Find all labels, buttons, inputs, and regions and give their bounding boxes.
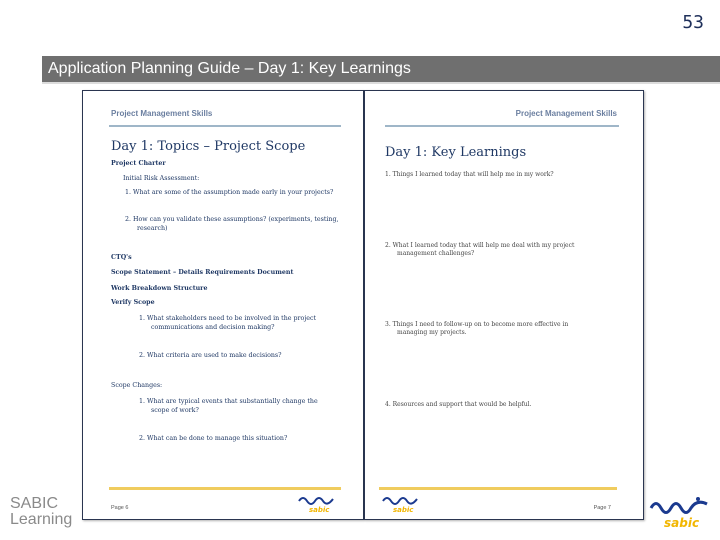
question-text-cont: managing my projects.: [397, 329, 467, 336]
page-title: Day 1: Key Learnings: [385, 145, 527, 160]
sabic-logo-icon: [379, 491, 421, 515]
question-text-cont: management challenges?: [397, 250, 475, 257]
page-number: Page 7: [593, 505, 611, 511]
initial-risk-heading: Initial Risk Assessment:: [123, 175, 200, 182]
page-header: Project Management Skills: [111, 109, 213, 118]
question-text: 4. Resources and support that would be helpful.: [385, 401, 532, 408]
sabic-logo-icon: [295, 491, 337, 515]
svg-text:sabic: sabic: [393, 506, 414, 514]
ctq-heading: CTQ's: [111, 254, 132, 261]
sabic-learning-logo: [10, 496, 72, 528]
question-text-cont: scope of work?: [151, 407, 199, 414]
footer-rule: [109, 487, 341, 490]
question-text: 2. What I learned today that will help me deal with my project: [385, 242, 575, 249]
scope-statement-heading: Scope Statement – Details Requirements Document: [111, 269, 294, 276]
verify-scope-heading: Verify Scope: [111, 299, 155, 306]
question-text: 2. What criteria are used to make decisions?: [139, 352, 282, 359]
question-text: 1. What are typical events that substantially change the: [139, 398, 318, 405]
slide-title: Application Planning Guide – Day 1: Key Learnings: [48, 60, 411, 77]
right-document-page: [364, 90, 644, 520]
svg-text:sabic: sabic: [309, 506, 330, 514]
question-text: 3. Things I need to follow-up on to become more effective in: [385, 321, 569, 328]
question-text: 1. What are some of the assumption made early in your projects?: [125, 189, 334, 196]
brand-line-1: SABIC: [10, 495, 59, 512]
title-bar: [42, 56, 720, 84]
project-charter-heading: Project Charter: [111, 160, 166, 167]
page-number: Page 6: [111, 505, 129, 511]
slide-number: 53: [682, 12, 704, 33]
page-title: Day 1: Topics – Project Scope: [111, 139, 306, 154]
question-text: 2. How can you validate these assumptions? (experiments, testing,: [125, 216, 339, 223]
question-text: 2. What can be done to manage this situation?: [139, 435, 288, 442]
wbs-heading: Work Breakdown Structure: [111, 285, 208, 292]
question-text-cont: communications and decision making?: [151, 324, 275, 331]
question-text: 1. Things I learned today that will help me in my work?: [385, 171, 554, 178]
svg-text:sabic: sabic: [664, 516, 700, 530]
question-text-cont: research): [137, 225, 168, 232]
scope-changes-heading: Scope Changes:: [111, 382, 163, 389]
header-rule: [109, 125, 341, 127]
header-rule: [385, 125, 619, 127]
left-document-page: [82, 90, 364, 520]
footer-rule: [379, 487, 617, 490]
brand-line-2: Learning: [10, 511, 73, 528]
page-header: Project Management Skills: [515, 109, 617, 118]
sabic-logo-icon: [648, 494, 710, 530]
question-text: 1. What stakeholders need to be involved in the project: [139, 315, 317, 322]
